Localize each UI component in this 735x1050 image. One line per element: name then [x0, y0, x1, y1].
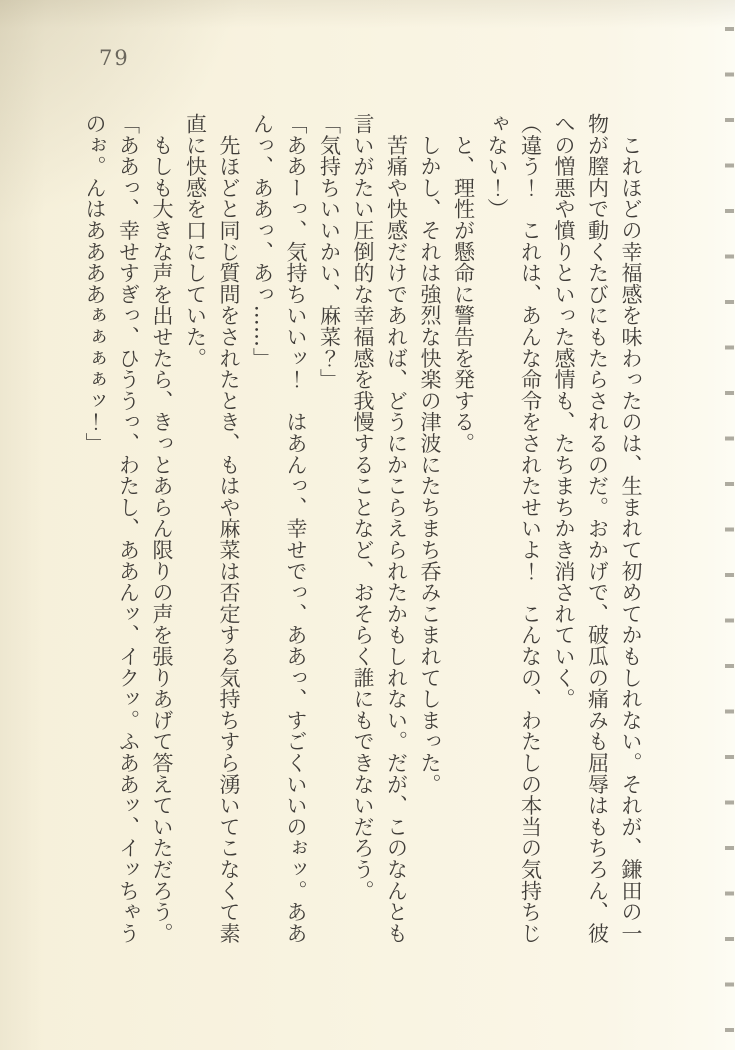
vertical-text-block [75, 113, 647, 945]
paragraph: と、理性が懸命に警告を発する。 [451, 113, 476, 454]
paragraph: 先ほどと同じ質問をされたとき、もはや麻菜は否定する気持ちすら湧いてこなくて素直に快感を口にしていた。 [183, 113, 241, 944]
page-number: 79 [99, 46, 130, 70]
paragraph: これほどの幸福感を味わったのは、生まれて初めてかもしれない。それが、鎌田の一物が膣内で動くたびにもたらされるのだ。おかげで、破瓜の痛みも屈辱はもちろん、彼への憎悪や憤りといった感情も、たちまちかき消されていく。 [552, 113, 643, 944]
paragraph: （違う！ これは、あんな命令をされたせいよ！ こんなの、わたしの本当の気持ちじゃない！） [485, 113, 543, 944]
paragraph: しかし、それは強烈な快楽の津波にたちまち呑みこまれてしまった。 [418, 113, 442, 795]
paragraph: 「気持ちいいかい、麻菜？」 [317, 113, 342, 390]
binding-marks [725, 8, 734, 1044]
paragraph: もしも大きな声を出せたら、きっとあらん限りの声を張りあげて答えていただろう。 [150, 113, 174, 944]
paragraph: 「ああーっ、気持ちいいッ！ はあんっ、幸せでっ、ああっ、すごくいいのぉッ。ああんっ、ああっ、あっ……」 [250, 113, 308, 944]
paragraph: 「ああっ、幸せすぎっ、ひううっ、わたし、ああんッ、イクッ。ふああッ、イッちゃうのぉ。んはああああぁぁぁぁッ！」 [83, 113, 141, 944]
paragraph: 苦痛や快感だけであれば、どうにかこらえられたかもしれない。だが、このなんとも言いがたい圧倒的な幸福感を我慢することなど、おそらく誰にもできないだろう。 [351, 113, 409, 944]
